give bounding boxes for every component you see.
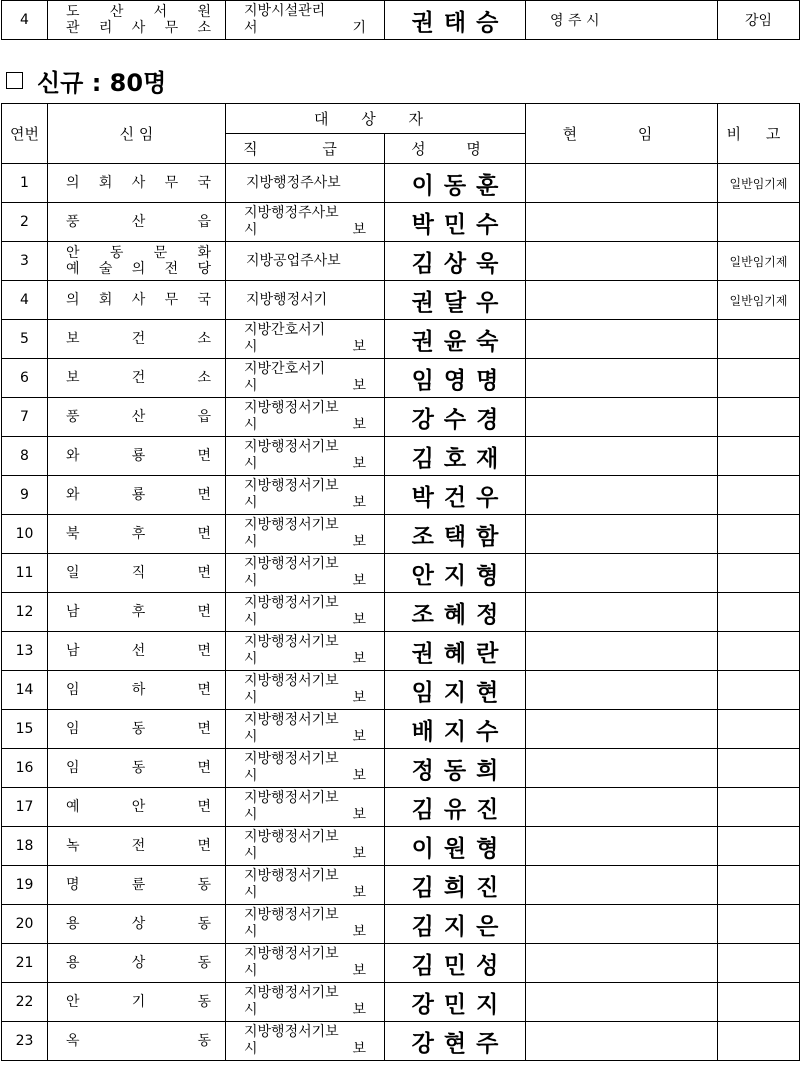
person-name: 강민지 (385, 983, 526, 1022)
header-rank-label: 직 급 (243, 140, 367, 158)
current-post-cell (526, 983, 718, 1022)
row-number: 14 (2, 671, 48, 710)
new-post-cell (48, 554, 226, 593)
new-post-cell (48, 437, 226, 476)
table-row (2, 866, 800, 905)
person-name: 김유진 (385, 788, 526, 827)
note-cell (718, 320, 800, 359)
person-name: 이동훈 (385, 164, 526, 203)
new-post-cell (48, 476, 226, 515)
new-post-cell (48, 710, 226, 749)
dept-line: 남 후 면 (66, 604, 211, 620)
rank-line: 시 보 (244, 417, 366, 433)
rank-line: 지방행정서기보 (244, 712, 339, 728)
row-number: 23 (2, 1022, 48, 1061)
note-cell: 강임 (718, 1, 800, 40)
rank-cell (226, 320, 385, 359)
current-post-cell (526, 320, 718, 359)
rank-line: 지방행정주사보 (246, 174, 341, 191)
note-cell (718, 1022, 800, 1061)
header-current-label: 현 임 (562, 125, 681, 143)
new-post-cell (48, 359, 226, 398)
dept-line: 녹 전 면 (66, 838, 211, 854)
note-cell (718, 749, 800, 788)
current-post-cell (526, 788, 718, 827)
note-cell (718, 398, 800, 437)
appointment-table (1, 103, 800, 1061)
new-post-cell (48, 398, 226, 437)
table-row (2, 398, 800, 437)
rank-cell (226, 593, 385, 632)
section-title: 신규 : 80명 (37, 68, 167, 97)
header-new-post-label: 신 임 (119, 125, 154, 143)
rank-cell (226, 437, 385, 476)
table-row (2, 554, 800, 593)
dept-line: 안 기 동 (66, 994, 211, 1010)
new-post-cell (48, 515, 226, 554)
rank-line: 지방행정서기보 (244, 1024, 339, 1040)
table-row (2, 359, 800, 398)
previous-table-tail (1, 0, 800, 40)
person-name: 이원형 (385, 827, 526, 866)
current-post-cell (526, 203, 718, 242)
rank-line: 시 보 (244, 339, 366, 355)
person-name: 박건우 (385, 476, 526, 515)
new-post-cell (48, 593, 226, 632)
note-cell (718, 632, 800, 671)
rank-cell (226, 1, 385, 40)
rank-line: 지방행정서기보 (244, 673, 339, 689)
note-cell (718, 827, 800, 866)
note-cell (718, 671, 800, 710)
rank-line: 시 보 (244, 690, 366, 706)
person-name: 권태승 (385, 1, 526, 40)
note-cell (718, 359, 800, 398)
rank-line: 지방공업주사보 (246, 252, 341, 269)
row-number: 10 (2, 515, 48, 554)
rank-cell (226, 944, 385, 983)
person-name: 권혜란 (385, 632, 526, 671)
header-target-label: 대 상 자 (314, 110, 438, 128)
rank-line: 시 보 (244, 495, 366, 511)
person-name: 김호재 (385, 437, 526, 476)
header-rank (226, 134, 385, 164)
dept-line: 풍 산 읍 (66, 214, 211, 230)
rank-line: 지방간호서기 (244, 361, 326, 377)
current-post-cell (526, 437, 718, 476)
current-post-cell (526, 866, 718, 905)
table-body (2, 164, 800, 1061)
current-post-cell (526, 905, 718, 944)
rank-cell (226, 359, 385, 398)
rank-cell (226, 983, 385, 1022)
rank-line: 지방행정서기보 (244, 985, 339, 1001)
row-number: 19 (2, 866, 48, 905)
header-note-label: 비 고 (726, 125, 791, 143)
rank-line: 지방행정서기보 (244, 946, 339, 962)
new-post-cell (48, 827, 226, 866)
current-post-cell (526, 749, 718, 788)
rank-cell (226, 203, 385, 242)
person-name: 조택함 (385, 515, 526, 554)
dept-line: 명 륜 동 (66, 877, 211, 893)
rank-cell (226, 905, 385, 944)
rank-cell (226, 749, 385, 788)
rank-cell (226, 788, 385, 827)
row-number: 7 (2, 398, 48, 437)
current-post-cell (526, 710, 718, 749)
current-post-cell (526, 593, 718, 632)
rank-cell (226, 242, 385, 281)
note-cell (718, 866, 800, 905)
header-target (226, 104, 526, 134)
rank-line: 지방행정서기보 (244, 790, 339, 806)
dept-line: 옥 동 (66, 1033, 211, 1049)
rank-line: 지방행정서기보 (244, 400, 339, 416)
rank-line: 지방행정서기보 (244, 439, 339, 455)
rank-line: 지방행정서기보 (244, 556, 339, 572)
dept-line: 용 상 동 (66, 916, 211, 932)
rank-cell (226, 476, 385, 515)
current-post-cell (526, 944, 718, 983)
new-post-cell (48, 242, 226, 281)
current-post-cell (526, 281, 718, 320)
rank-line: 시 보 (244, 378, 366, 394)
new-post-cell (48, 905, 226, 944)
row-number: 21 (2, 944, 48, 983)
rank-line: 시 보 (244, 1041, 366, 1057)
current-post: 영 주 시 (550, 13, 600, 29)
row-number: 3 (2, 242, 48, 281)
header-name (385, 134, 526, 164)
header-no: 연번 (2, 104, 48, 164)
rank-line: 시 보 (244, 885, 366, 901)
row-number: 12 (2, 593, 48, 632)
dept-line: 보 건 소 (66, 331, 211, 347)
dept-line: 일 직 면 (66, 565, 211, 581)
dept-line: 도 산 서 원 (66, 4, 211, 20)
rank-line: 시 보 (244, 729, 366, 745)
table-row (2, 476, 800, 515)
dept-line: 임 하 면 (66, 682, 211, 698)
dept-line: 보 건 소 (66, 370, 211, 386)
note-cell: 일반임기제 (718, 164, 800, 203)
dept-line: 용 상 동 (66, 955, 211, 971)
person-name: 권윤숙 (385, 320, 526, 359)
current-post-cell (526, 476, 718, 515)
dept-line: 예 안 면 (66, 799, 211, 815)
rank-line: 지방행정서기보 (244, 907, 339, 923)
person-name: 박민수 (385, 203, 526, 242)
new-post-cell (48, 320, 226, 359)
row-number: 9 (2, 476, 48, 515)
row-number: 20 (2, 905, 48, 944)
note-cell (718, 203, 800, 242)
row-number: 8 (2, 437, 48, 476)
current-post-cell (526, 398, 718, 437)
rank-line: 시 보 (244, 534, 366, 550)
table-row (2, 515, 800, 554)
dept-line: 풍 산 읍 (66, 409, 211, 425)
rank-cell (226, 281, 385, 320)
person-name: 조혜정 (385, 593, 526, 632)
table-row (2, 281, 800, 320)
note-cell (718, 554, 800, 593)
dept-line: 예 술 의 전 당 (66, 261, 211, 277)
rank-cell (226, 515, 385, 554)
table-row (2, 1, 800, 40)
note-cell: 일반임기제 (718, 242, 800, 281)
person-name: 안지형 (385, 554, 526, 593)
rank-cell (226, 164, 385, 203)
person-name: 임영명 (385, 359, 526, 398)
rank-line: 시 보 (244, 456, 366, 472)
note-cell (718, 476, 800, 515)
rank-line: 지방행정서기보 (244, 751, 339, 767)
note-cell (718, 437, 800, 476)
new-post-cell (48, 788, 226, 827)
current-post-cell (526, 515, 718, 554)
rank-line: 시 보 (244, 768, 366, 784)
table-row (2, 1022, 800, 1061)
new-post-cell (48, 203, 226, 242)
row-number: 18 (2, 827, 48, 866)
row-number: 6 (2, 359, 48, 398)
rank-line: 시 보 (244, 807, 366, 823)
rank-cell (226, 632, 385, 671)
rank-line: 지방행정서기보 (244, 634, 339, 650)
row-number: 4 (2, 281, 48, 320)
header-name-label: 성 명 (411, 140, 499, 158)
rank-cell (226, 710, 385, 749)
dept-line: 임 동 면 (66, 721, 211, 737)
new-post-cell (48, 866, 226, 905)
header-note (718, 104, 800, 164)
dept-line: 남 선 면 (66, 643, 211, 659)
table-row (2, 203, 800, 242)
table-row (2, 593, 800, 632)
row-number: 1 (2, 164, 48, 203)
note-cell (718, 944, 800, 983)
rank-cell (226, 671, 385, 710)
rank-line: 시 보 (244, 612, 366, 628)
table-row (2, 437, 800, 476)
new-post-cell (48, 632, 226, 671)
row-number: 17 (2, 788, 48, 827)
header-new-post (48, 104, 226, 164)
row-number: 2 (2, 203, 48, 242)
current-post-cell (526, 632, 718, 671)
rank-line: 지방행정서기보 (244, 595, 339, 611)
table-row (2, 905, 800, 944)
rank-line: 지방행정서기 (246, 291, 328, 308)
row-number: 16 (2, 749, 48, 788)
note-cell (718, 983, 800, 1022)
new-post-cell (48, 944, 226, 983)
rank-line: 지방행정주사보 (244, 205, 339, 221)
person-name: 강현주 (385, 1022, 526, 1061)
rank-line: 시 보 (244, 222, 366, 238)
current-post-cell (526, 554, 718, 593)
row-number: 15 (2, 710, 48, 749)
rank-line: 시 보 (244, 651, 366, 667)
header-current (526, 104, 718, 164)
person-name: 김희진 (385, 866, 526, 905)
note-cell (718, 905, 800, 944)
table-row (2, 827, 800, 866)
note-cell (718, 593, 800, 632)
new-post-cell (48, 281, 226, 320)
rank-cell (226, 827, 385, 866)
table-row (2, 320, 800, 359)
dept-line: 임 동 면 (66, 760, 211, 776)
table-row (2, 164, 800, 203)
rank-line: 지방행정서기보 (244, 478, 339, 494)
rank-cell (226, 398, 385, 437)
person-name: 임지현 (385, 671, 526, 710)
person-name: 배지수 (385, 710, 526, 749)
new-post-cell (48, 983, 226, 1022)
table-row (2, 944, 800, 983)
rank-cell (226, 554, 385, 593)
rank-cell (226, 866, 385, 905)
dept-line: 의 회 사 무 국 (66, 175, 211, 191)
rank-line: 시 보 (244, 846, 366, 862)
current-post-cell (526, 671, 718, 710)
new-post-cell (48, 749, 226, 788)
person-name: 정동희 (385, 749, 526, 788)
table-row (2, 710, 800, 749)
rank-line: 시 보 (244, 1002, 366, 1018)
rank-line: 시 보 (244, 573, 366, 589)
current-post-cell (526, 242, 718, 281)
rank-line: 지방간호서기 (244, 322, 326, 338)
current-post-cell (526, 827, 718, 866)
new-post-cell (48, 671, 226, 710)
section-heading (6, 64, 166, 96)
current-post-cell (526, 1, 718, 40)
person-name: 김상욱 (385, 242, 526, 281)
row-number: 5 (2, 320, 48, 359)
person-name: 김민성 (385, 944, 526, 983)
new-post-cell (48, 1, 226, 40)
table-row (2, 632, 800, 671)
dept-line: 안 동 문 화 (66, 245, 211, 261)
current-post-cell (526, 359, 718, 398)
current-post-cell (526, 164, 718, 203)
note-cell (718, 515, 800, 554)
person-name: 강수경 (385, 398, 526, 437)
table-row (2, 671, 800, 710)
dept-line: 의 회 사 무 국 (66, 292, 211, 308)
person-name: 김지은 (385, 905, 526, 944)
row-number: 22 (2, 983, 48, 1022)
person-name: 권달우 (385, 281, 526, 320)
rank-line: 시 보 (244, 963, 366, 979)
note-cell: 일반임기제 (718, 281, 800, 320)
table-row (2, 788, 800, 827)
new-post-cell (48, 1022, 226, 1061)
table-row (2, 749, 800, 788)
table-row (2, 242, 800, 281)
rank-line: 지방시설관리 (244, 3, 326, 19)
row-number: 4 (2, 1, 48, 40)
dept-line: 와 룡 면 (66, 487, 211, 503)
checkbox-square-icon (6, 72, 23, 89)
dept-line: 북 후 면 (66, 526, 211, 542)
rank-line: 서 기 (244, 20, 366, 36)
note-cell (718, 710, 800, 749)
row-number: 13 (2, 632, 48, 671)
note-cell (718, 788, 800, 827)
rank-line: 지방행정서기보 (244, 517, 339, 533)
dept-line: 관 리 사 무 소 (66, 20, 211, 36)
dept-line: 와 룡 면 (66, 448, 211, 464)
rank-cell (226, 1022, 385, 1061)
row-number: 11 (2, 554, 48, 593)
table-row (2, 983, 800, 1022)
rank-line: 지방행정서기보 (244, 868, 339, 884)
rank-line: 지방행정서기보 (244, 829, 339, 845)
current-post-cell (526, 1022, 718, 1061)
rank-line: 시 보 (244, 924, 366, 940)
new-post-cell (48, 164, 226, 203)
